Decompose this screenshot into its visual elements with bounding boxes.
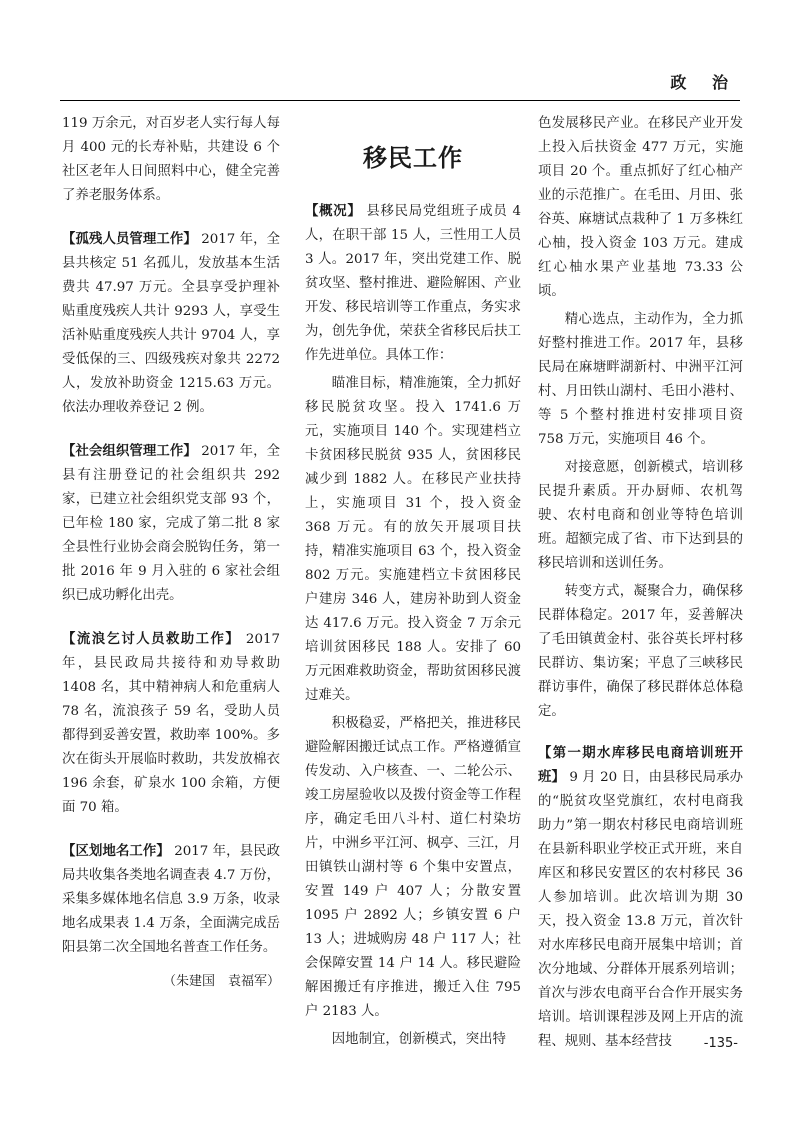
heading-vagrant-relief: 【流浪乞讨人员救助工作】 (62, 632, 241, 647)
paragraph-overview (305, 200, 521, 368)
body-ecommerce-training: 9 月 20 日，由县移民局承办的“脱贫攻坚党旗红，农村电商我助力”第一期农村移民电商培训班在县新科职业学校正式开班，来自库区和移民安置区的农村移民 36 人参加培训。此次培训为期 30 天，投入资金 13.8 万元，首次针对水库移民电商开展集中培训；首次分地域、分群体开展系列培训；首次与涉农电商平台合作开展实务培训。培训课程涉及网上开店的流程、规则、基本经营技 (538, 770, 743, 1049)
body-vagrant-relief: 2017 年，县民政局共接待和劝导救助 1408 名，其中精神病人和危重病人 78 名，流浪孩子 59 名，受助人员都得到妥善安置，救助率 100%。多次在街头开展临时救助，共发放棉衣 196 余套，矿泉水 100 余箱，方便面 70 箱。 (62, 632, 280, 815)
paragraph-village-advance: 精心选点，主动作为，全力抓好整村推进工作。2017 年，县移民局在麻塘畔湖新村、中洲平江河村、月田铁山湖村、毛田小港村、等 5 个整村推进村安排项目资 758 万元，实施项目 46 个。 (538, 312, 743, 447)
column-right (538, 112, 743, 1074)
heading-orphan-disabled: 【孤残人员管理工作】 (62, 232, 197, 247)
heading-overview: 【概况】 (305, 204, 362, 219)
heading-ecommerce-training: 【第一期水库移民电商培训班开班】 (538, 746, 743, 785)
paragraph-stability: 转变方式，凝聚合力，确保移民群体稳定。2017 年，妥善解决了毛田镇黄金村、张谷英长坪村移民群访、集访案；平息了三峡移民群访事件，确保了移民群体总体稳定。 (538, 584, 743, 719)
paragraph-place-names (62, 840, 280, 960)
column-left (62, 112, 280, 994)
authors-credit: （朱建国 袁福军） (162, 974, 280, 989)
section-title-migration: 移民工作 (363, 144, 463, 172)
body-social-org: 2017 年，全县有注册登记的社会组织共 292 家，已建立社会组织党支部 93 个，已年检 180 家，完成了第二批 8 家全县性行业协会商会脱钩任务，第一批 2016 年 9 月入驻的 6 家社会组织已成功孵化出壳。 (62, 444, 281, 603)
heading-place-names: 【区划地名工作】 (62, 844, 170, 859)
column-middle (305, 112, 521, 1056)
paragraph-elderly-continued: 119 万余元，对百岁老人实行每人每月 400 元的长寿补贴，共建设 6 个社区老年人日间照料中心，健全完善了养老服务体系。 (62, 116, 280, 203)
paragraph-industry-start: 因地制宜，创新模式，突出特 (331, 1032, 506, 1047)
body-place-names: 2017 年，县民政局共收集各类地名调查表 4.7 万份，采集多媒体地名信息 3.9 万条，收录地名成果表 1.4 万条，全面满完成岳阳县第二次全国地名普查工作任务。 (62, 844, 281, 955)
paragraph-training: 对接意愿，创新模式，培训移民提升素质。开办厨师、农机驾驶、农村电商和创业等特色培训班。超额完成了省、市下达到县的移民培训和送训任务。 (538, 460, 743, 571)
paragraph-orphan-disabled (62, 228, 280, 420)
body-orphan-disabled: 2017 年，全县共核定 51 名孤儿，发放基本生活费共 47.97 万元。全县享受护理补贴重度残疾人共计 9293 人，享受生活补贴重度残疾人共计 9704 人，享受低保的三、四级残疾对象共 2272 人，发放补助资金 1215.63 万元。依法办理收养登记 2 例。 (62, 232, 281, 415)
body-overview: 县移民局党组班子成员 4 人，在职干部 15 人，三性用工人员 3 人。2017 年，突出党建工作、脱贫攻坚、整村推进、避险解困、产业开发、移民培训等工作重点，务实求为，创先争优，荣获全省移民后扶工作先进单位。具体工作： (305, 204, 521, 363)
running-header-section: 政 治 (670, 73, 738, 92)
paragraph-poverty-alleviation: 瞄准目标，精准施策，全力抓好移民脱贫攻坚。投入 1741.6 万元，实施项目 140 个。实现建档立卡贫困移民脱贫 935 人，贫困移民减少到 1882 人。在移民产业扶持上，实施项目 31 个，投入资金 368 万元。有的放矢开展项目扶持，精准实施项目 63 个，投入资金 802 万元。实施建档立卡贫困移民户建房 346 人，建房补助到人资金达 417.6 万元。投入资金 7 万余元培训贫困移民 188 人。安排了 60 万元困难救助资金，帮助贫困移民渡过难关。 (305, 376, 521, 703)
paragraph-relocation: 积极稳妥，严格把关，推进移民避险解困搬迁试点工作。严格遵循宣传发动、入户核查、一、二轮公示、竣工房屋验收以及拨付资金等工作程序，确定毛田八斗村、道仁村染坊片，中洲乡平江河、枫亭、三江，月田镇铁山湖村等 6 个集中安置点，安置 149 户 407 人；分散安置 1095 户 2892 人；乡镇安置 6 户 13 人；进城购房 48 户 117 人；社会保障安置 14 户 14 人。移民避险解困搬迁有序推进，搬迁入住 795 户 2183 人。 (305, 716, 521, 1019)
paragraph-social-org (62, 440, 280, 608)
heading-social-org: 【社会组织管理工作】 (62, 444, 197, 459)
page-number: -135- (703, 1036, 738, 1051)
paragraph-ecommerce-training (538, 742, 743, 1054)
header-rule (60, 100, 740, 101)
paragraph-industry-continued: 色发展移民产业。在移民产业开发上投入后扶资金 477 万元，实施项目 20 个。重点抓好了红心柚产业的示范推广。在毛田、月田、张谷英、麻塘试点栽种了 1 万多株红心柚，投入资金 103 万元。建成红心柚水果产业基地 73.33 公顷。 (538, 116, 743, 299)
paragraph-vagrant-relief (62, 628, 280, 820)
